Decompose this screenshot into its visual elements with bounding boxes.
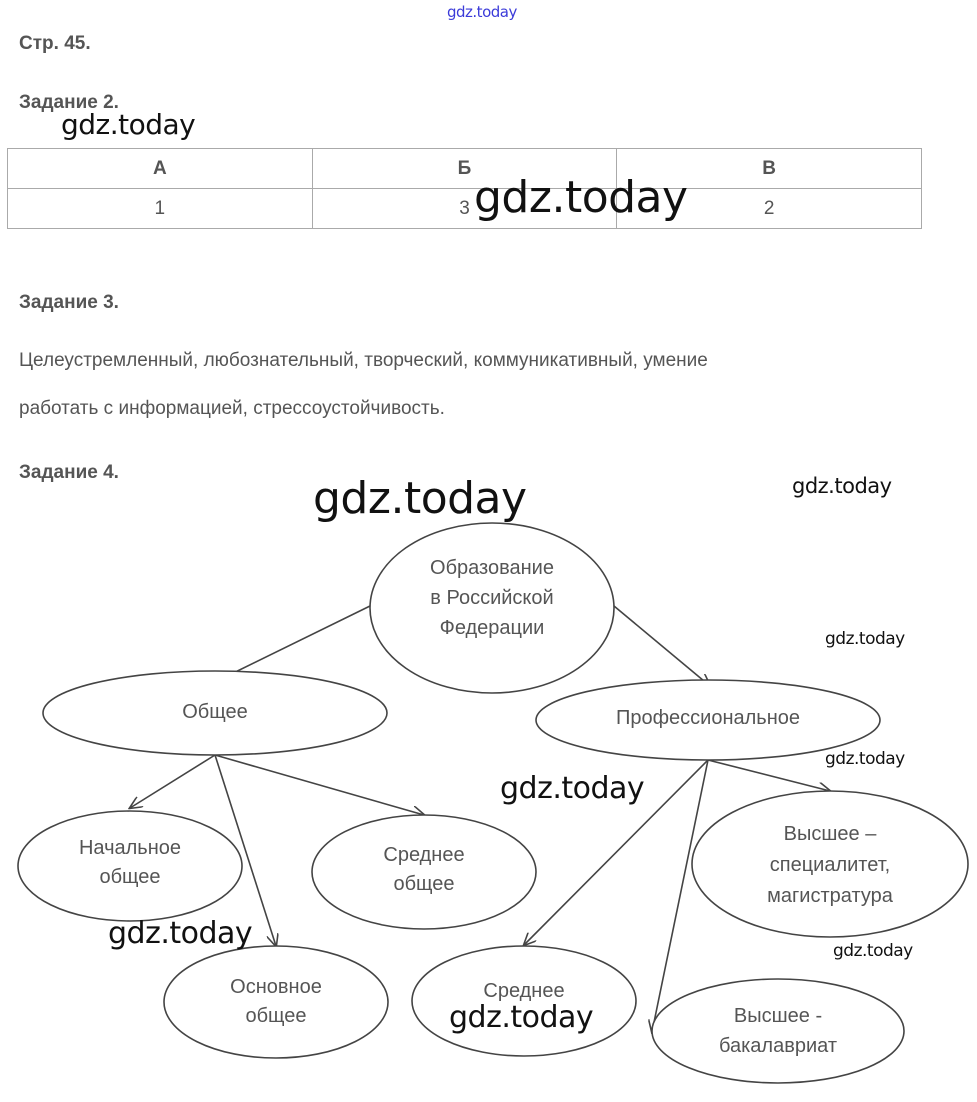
- watermark: gdz.today: [313, 473, 527, 524]
- page-label: Стр. 45.: [19, 33, 91, 54]
- watermark: gdz.today: [449, 1000, 594, 1035]
- watermark: gdz.today: [792, 474, 892, 498]
- task4-heading: Задание 4.: [19, 462, 119, 483]
- node-secondary-general-label-2: общее: [393, 873, 455, 895]
- watermark: gdz.today: [474, 172, 688, 223]
- arrow-general-secondary: [215, 755, 424, 815]
- node-higher-label-3: магистратура: [767, 885, 893, 907]
- arrow-root-professional: [614, 606, 710, 686]
- arrow-prof-higher: [708, 760, 830, 791]
- node-primary-label-1: Начальное: [78, 837, 182, 859]
- node-secondary-general: [312, 815, 536, 929]
- table-header-cell: А: [8, 149, 313, 189]
- node-higher-label-1: Высшее –: [783, 823, 877, 845]
- watermark: gdz.today: [833, 941, 913, 961]
- table-cell: 1: [8, 189, 313, 229]
- arrow-general-primary: [130, 755, 215, 808]
- node-basic-general: [164, 946, 388, 1058]
- task2-heading: Задание 2.: [19, 92, 119, 113]
- watermark: gdz.today: [61, 108, 196, 141]
- table-header-cell: Б: [312, 149, 617, 189]
- node-bachelor: [652, 979, 904, 1083]
- node-bachelor-label-2: бакалавриат: [719, 1035, 837, 1057]
- task3-answer-line-1: Целеустремленный, любознательный, творческий, коммуникативный, умение: [19, 350, 708, 371]
- node-root-label-2: в Российской: [430, 587, 554, 609]
- watermark-top: gdz.today: [447, 3, 517, 21]
- watermark: gdz.today: [500, 771, 645, 806]
- node-primary-label-2: общее: [99, 866, 161, 888]
- node-professional-label: Профессиональное: [615, 707, 801, 729]
- table-header-cell: В: [617, 149, 922, 189]
- node-basic-label-2: общее: [245, 1005, 307, 1027]
- node-root-label-1: Образование: [430, 557, 554, 579]
- task3-heading: Задание 3.: [19, 292, 119, 313]
- node-general-label: Общее: [182, 701, 248, 723]
- node-secondary-general-label-1: Среднее: [383, 844, 465, 866]
- node-secondary-prof-label: Среднее: [483, 980, 565, 1002]
- table-cell: 2: [617, 189, 922, 229]
- node-higher-label-2: специалитет,: [769, 854, 891, 876]
- node-root-label-3: Федерации: [439, 617, 545, 639]
- watermark: gdz.today: [108, 916, 253, 951]
- table-cell: 3: [312, 189, 617, 229]
- watermark: gdz.today: [825, 629, 905, 649]
- node-bachelor-label-1: Высшее -: [733, 1005, 823, 1027]
- task3-answer-line-2: работать с информацией, стрессоустойчивость.: [19, 398, 445, 419]
- node-basic-label-1: Основное: [230, 976, 322, 998]
- watermark: gdz.today: [825, 749, 905, 769]
